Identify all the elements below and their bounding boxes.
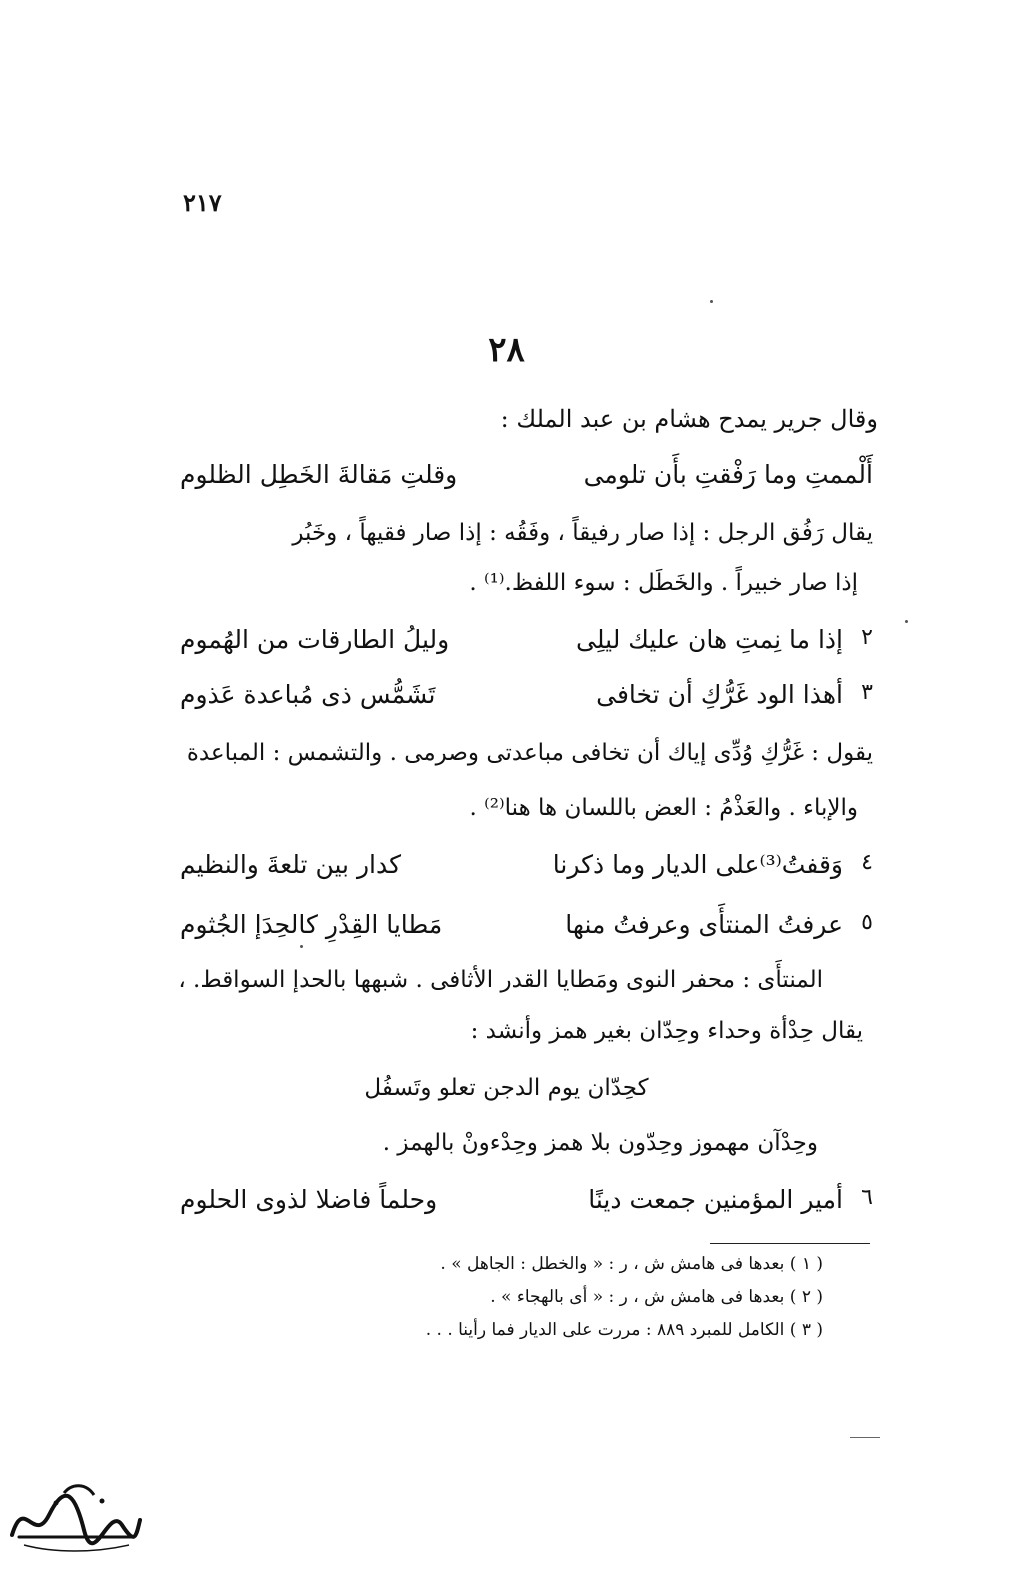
verse-4-first-hemistich: وَقفتُ⁽³⁾على الديار وما ذكرنا [552, 850, 843, 879]
page-number: ٢١٧ [183, 188, 222, 217]
footnote-divider [710, 1243, 870, 1244]
poem-number: ٢٨ [488, 330, 525, 370]
verse-5 [180, 910, 873, 944]
verse-2-number: ٢ [861, 625, 873, 650]
gloss-5-line-1: المنتأَى : محفر النوى ومَطايا القدر الأثافى . شبهها بالحدإ السواقط. ، [178, 967, 823, 993]
footnote-3: ( ٣ ) الكامل للمبرد ٨٨٩ : مررت على الديار فما رأينا . . . [425, 1320, 823, 1340]
quoted-verse: كحِدّان يوم الدجن تعلو وتَسفُل [364, 1075, 649, 1101]
verse-2-first-hemistich: إذا ما نِمتِ هان عليك ليلِى [576, 625, 843, 654]
verse-3-number: ٣ [861, 680, 873, 705]
verse-5-number: ٥ [861, 910, 873, 935]
gloss-5-line-2: يقال حِدْأة وحداء وحِدّان بغير همز وأنشد : [470, 1018, 863, 1044]
verse-4-second-hemistich: كدار بين تلعةَ والنظيم [180, 850, 401, 879]
verse-4 [180, 850, 873, 884]
verse-6-first-hemistich: أمير المؤمنين جمعت دينًا [588, 1185, 843, 1214]
gloss-1-line-2: إذا صار خبيراً . والخَطَل : سوء اللفظ.⁽¹⁾ . [469, 570, 858, 596]
gloss-after-quote: وحِدْآن مهموز وحِدّون بلا همز وحِدْءونْ بالهمز . [382, 1130, 818, 1156]
verse-4-number: ٤ [861, 850, 873, 875]
verse-3-second-hemistich: تَشَمُّس ذى مُباعدة عَذوم [180, 680, 436, 709]
bottom-dash [850, 1437, 880, 1438]
gloss-1-line-1: يقال رَفُق الرجل : إذا صار رفيقاً ، وفَقُه : إذا صار فقيهاً ، وخَبُر [292, 520, 873, 546]
gloss-3-line-2: والإباء . والعَذْمُ : العض باللسان ها هنا⁽²⁾ . [469, 795, 858, 821]
scan-speck [300, 945, 303, 948]
calligraphy-stamp-icon [4, 1475, 144, 1555]
footnote-2: ( ٢ ) بعدها فى هامش ش ، ر : « أى بالهجاء » . [490, 1287, 823, 1307]
footnote-1: ( ١ ) بعدها فى هامش ش ، ر : « والخطل : الجاهل » . [440, 1254, 823, 1274]
publisher-stamp-logo [4, 1475, 144, 1555]
verse-2-second-hemistich: وليلُ الطارقات من الهُموم [180, 625, 450, 654]
verse-6-number: ٦ [861, 1185, 873, 1210]
scan-speck [710, 300, 713, 303]
verse-6 [180, 1185, 873, 1219]
gloss-3-line-1: يقول : غَرُّكِ وُدِّى إياك أن تخافى مباعدتى وصرمى . والتشمس : المباعدة [186, 740, 873, 766]
verse-2 [180, 625, 873, 659]
verse-3-first-hemistich: أهذا الود غَرُّكِ أن تخافى [596, 680, 843, 709]
verse-3 [180, 680, 873, 714]
scan-speck [905, 620, 908, 623]
verse-5-first-hemistich: عرفتُ المنتأَى وعرفتُ منها [565, 910, 843, 939]
verse-1-second-hemistich: وقلتِ مَقالةَ الخَطِل الظلوم [180, 460, 458, 489]
verse-1 [180, 460, 873, 494]
verse-1-first-hemistich: أَلْممتِ وما رَفْقتِ بأَن تلومى [583, 460, 873, 489]
verse-6-second-hemistich: وحلماً فاضلا لذوى الحلوم [180, 1185, 438, 1214]
verse-5-second-hemistich: مَطايا القِدْرِ كالحِدَإ الجُثوم [180, 910, 443, 939]
intro-line: وقال جرير يمدح هشام بن عبد الملك : [500, 405, 878, 433]
